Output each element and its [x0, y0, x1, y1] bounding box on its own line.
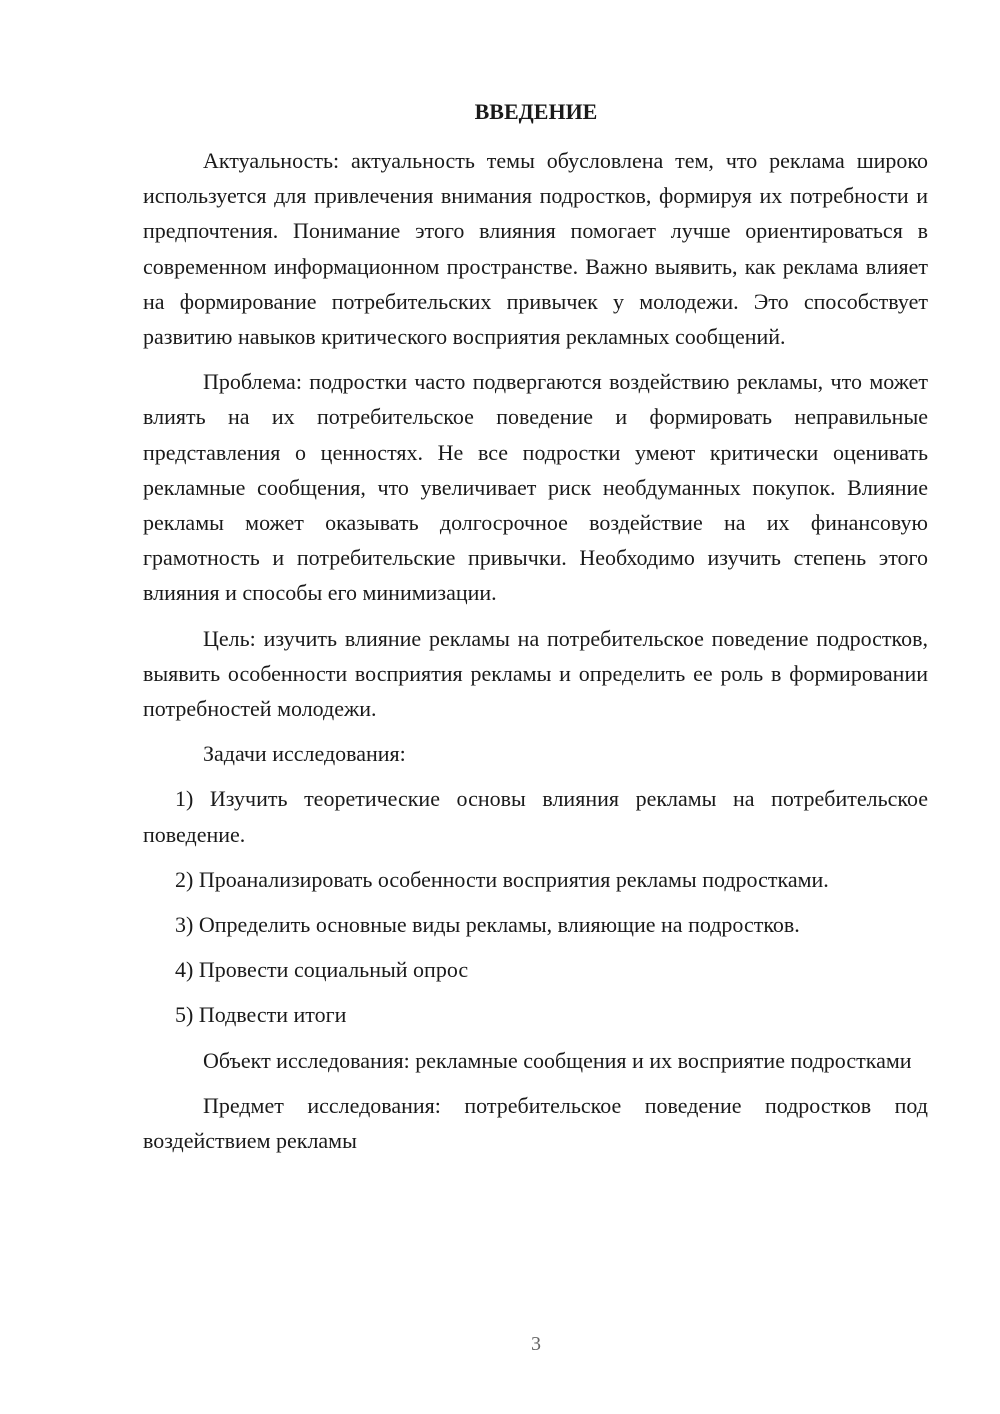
- task-item-5: 5) Подвести итоги: [175, 1002, 347, 1028]
- paragraph-subject: Предмет исследования: потребительское поведение подростков под воздействием рекламы: [143, 1092, 928, 1154]
- task-item-2: 2) Проанализировать особенности восприятия рекламы подростками.: [175, 866, 829, 892]
- document-body: [143, 143, 928, 1158]
- task-item-1: 1) Изучить теоретические основы влияния рекламы на потребительское поведение.: [143, 786, 928, 847]
- page-number: 3: [531, 1333, 541, 1355]
- paragraph-object: Объект исследования: рекламные сообщения и их восприятие подростками: [203, 1047, 912, 1073]
- paragraph-problem: Проблема: подростки часто подвергаются воздействию рекламы, что может влиять на их потребительское поведение и формировать неправильные представления о ценностях. Не все подростки умеют критически оценивать рекламные сообщения, что увеличивает риск необдуманных покупок. Влияние рекламы может оказывать долгосрочное воздействие на их финансовую грамотность и потребительские привычки. Необходимо изучить степень этого влияния и способы его минимизации.: [143, 369, 928, 606]
- paragraph-tasks-heading: Задачи исследования:: [203, 741, 406, 767]
- task-item-4: 4) Провести социальный опрос: [175, 957, 469, 983]
- paragraph-goal: Цель: изучить влияние рекламы на потребительское поведение подростков, выявить особенности восприятия рекламы и определить ее роль в формировании потребностей молодежи.: [143, 625, 928, 722]
- paragraph-relevance: Актуальность: актуальность темы обусловлена тем, что реклама широко используется для привлечения внимания подростков, формируя их потребности и предпочтения. Понимание этого влияния помогает лучше ориентироваться в современном информационном пространстве. Важно выявить, как реклама влияет на формирование потребительских привычек у молодежи. Это способствует развитию навыков критического восприятия рекламных сообщений.: [143, 148, 928, 350]
- task-item-3: 3) Определить основные виды рекламы, влияющие на подростков.: [175, 912, 800, 938]
- page-title: ВВЕДЕНИЕ: [474, 99, 598, 124]
